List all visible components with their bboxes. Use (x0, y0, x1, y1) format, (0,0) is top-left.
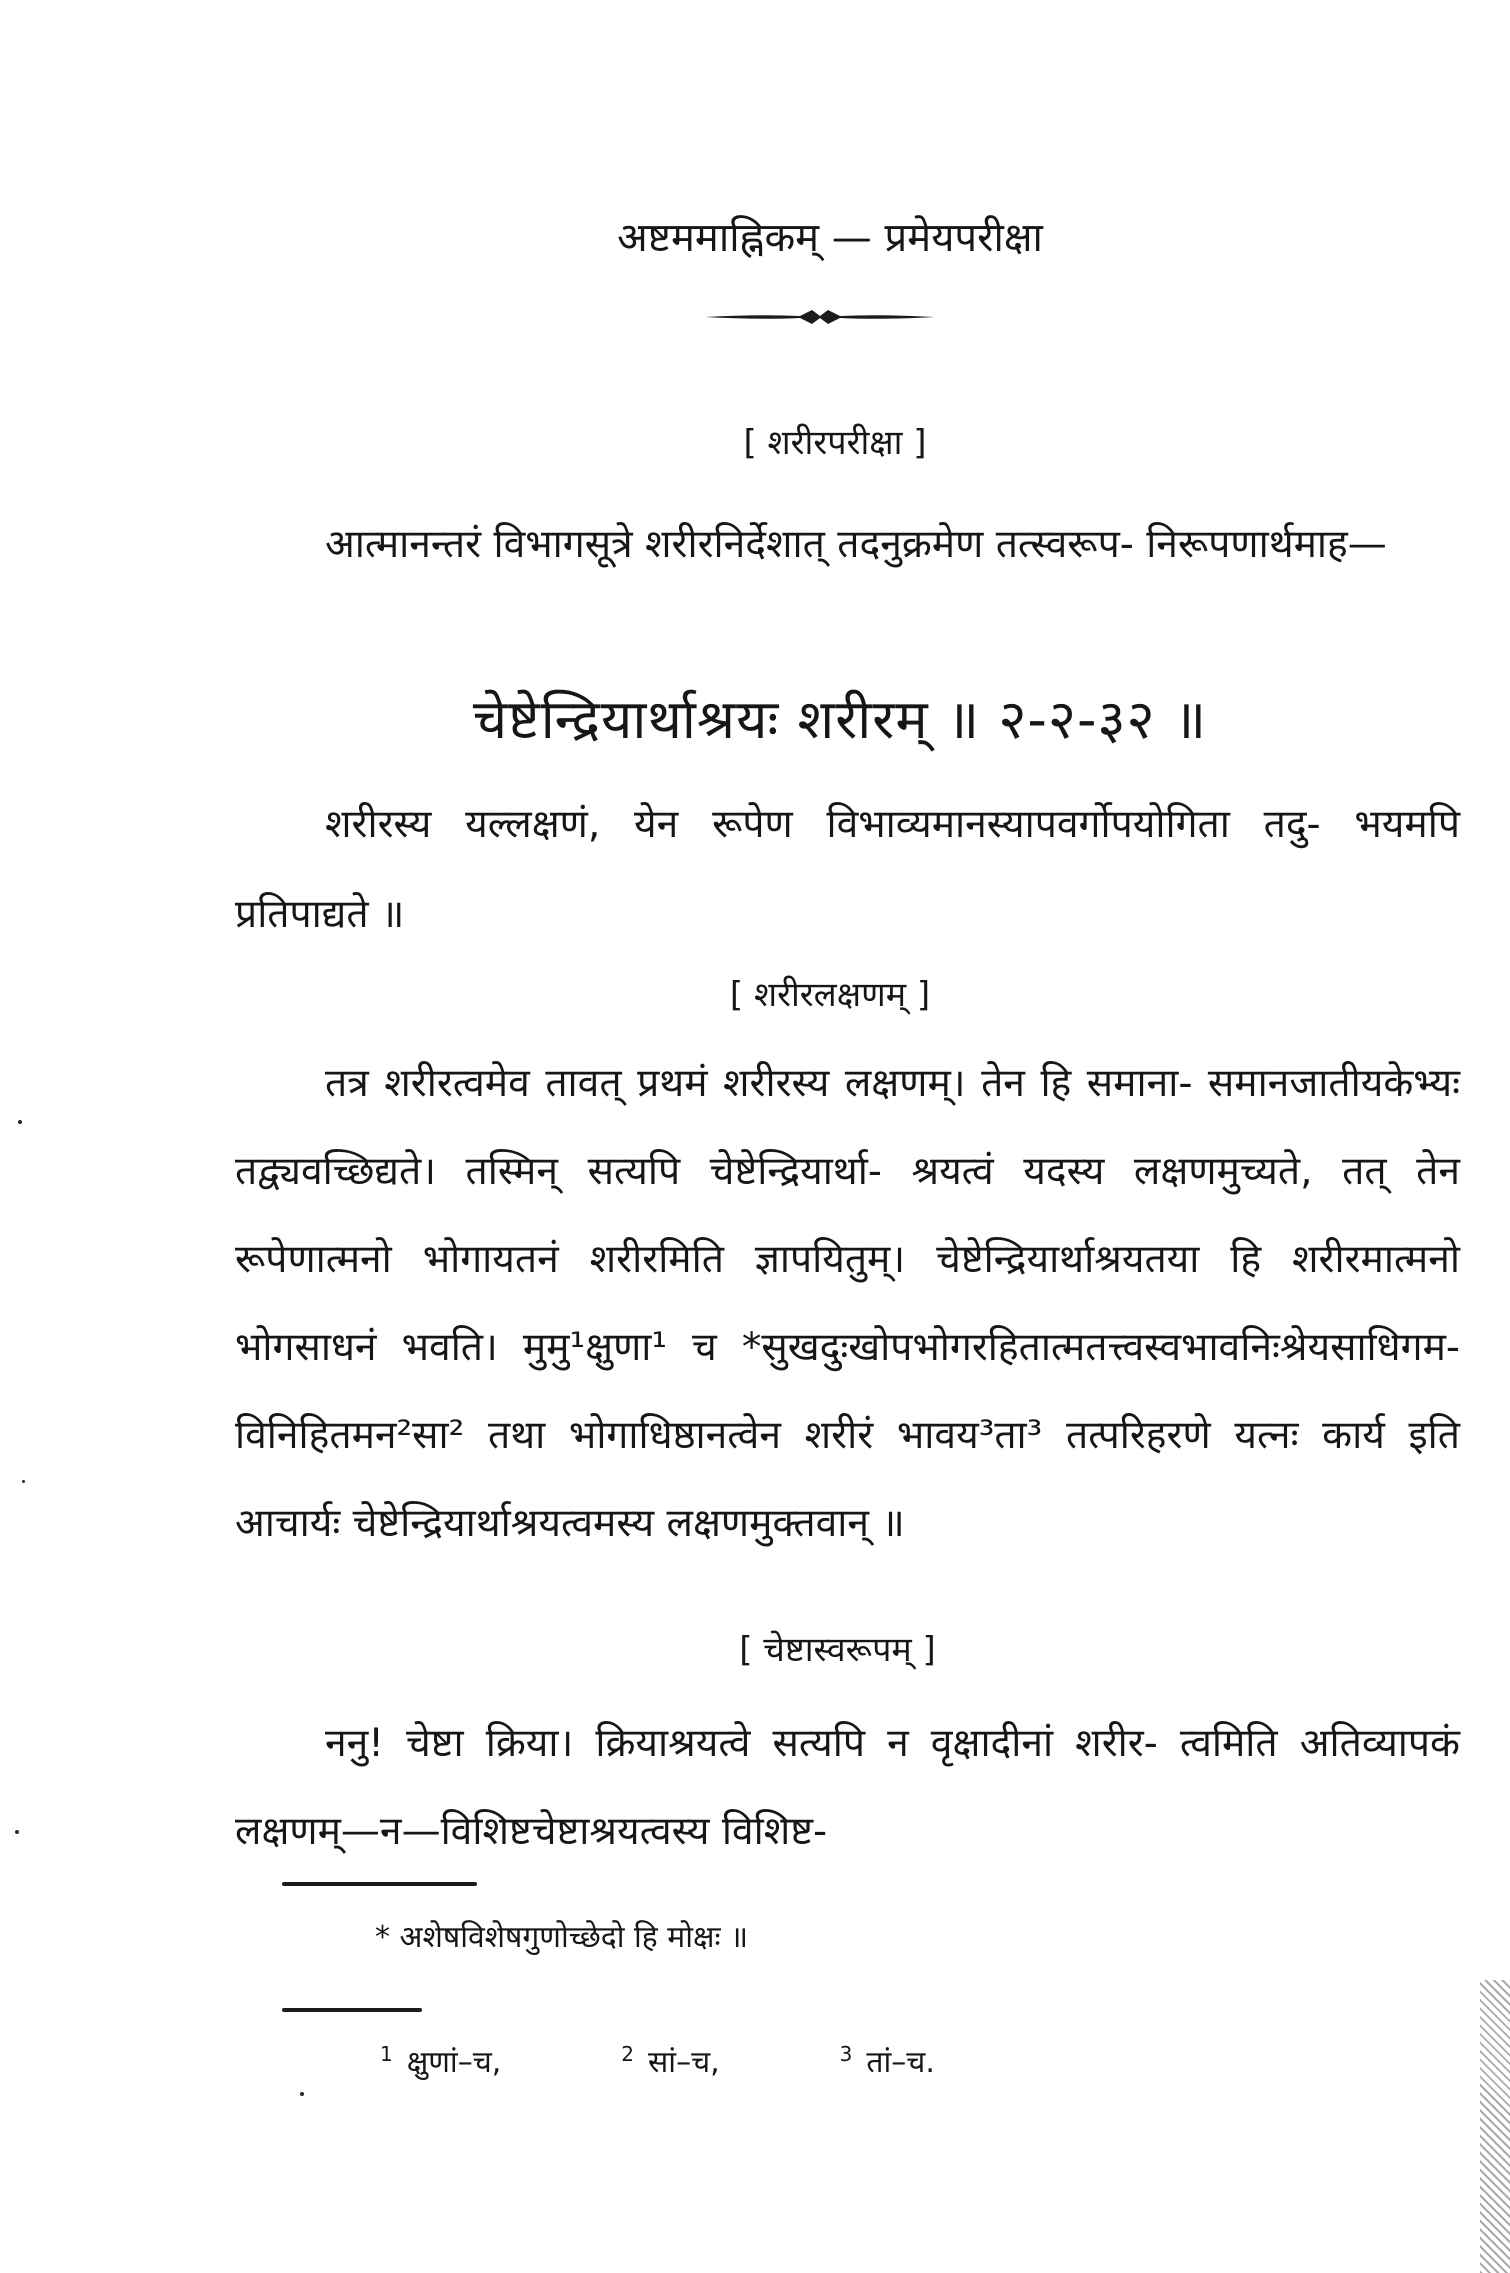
paragraph-1: शरीरस्य यल्लक्षणं, येन रूपेण विभाव्यमानस्यापवर्गोपयोगिता तदु- भयमपि प्रतिपाद्यते ॥ (235, 802, 1460, 937)
variant-notes (380, 2040, 935, 2081)
print-speck (18, 1120, 22, 1124)
running-head: अष्टममाह्निकम् — प्रमेयपरीक्षा (617, 215, 1043, 261)
intro-paragraph: आत्मानन्तरं विभागसूत्रे शरीरनिर्देशात् तदनुक्रमेण तत्स्वरूप- निरूपणार्थमाह— (325, 522, 1387, 567)
print-speck (300, 2092, 304, 2096)
variant-note: $^2$ सां–च, (621, 2042, 720, 2080)
section-heading-cheshta: [ चेष्टास्वरूपम् ] (739, 1630, 936, 1670)
section-heading: [ शरीरपरीक्षा ] (743, 423, 927, 463)
ornament-divider (700, 302, 940, 332)
variant-note: $^1$ क्षुणां–च, (380, 2042, 502, 2080)
print-speck (22, 1480, 25, 1483)
print-speck (15, 1830, 19, 1834)
paragraph-3: ननु! चेष्टा क्रिया। क्रियाश्रयत्वे सत्यपि न वृक्षादीनां शरीर- त्वमिति अतिव्यापकं लक्षणम्—न—विशिष्टचेष्टाश्रयत्वस्य विशिष्ट- (235, 1721, 1460, 1854)
footnote-star: * अशेषविशेषगुणोच्छेदो हि मोक्षः ॥ (375, 1920, 749, 1955)
footnote-rule (282, 1882, 477, 1886)
footnote-rule-2 (282, 2008, 422, 2012)
sutra-verse: चेष्टेन्द्रियार्थाश्रयः शरीरम् ॥ २-२-३२ ॥ (472, 688, 1208, 751)
variant-note: $^3$ तां–च. (839, 2042, 935, 2080)
paragraph-2: तत्र शरीरत्वमेव तावत् प्रथमं शरीरस्य लक्षणम्। तेन हि समाना- समानजातीयकेभ्यः तद्व्यवच्छिद्यते। तस्मिन् सत्यपि चेष्टेन्द्रियार्था- श्रयत्वं यदस्य लक्षणमुच्यते, तत् तेन रूपेणात्मनो भोगायतनं शरीरमिति ज्ञापयितुम्। चेष्टेन्द्रियार्थाश्रयतया हि शरीरमात्मनो भोगसाधनं भवति। मुमु¹क्षुणा¹ च *सुखदुःखोपभोगरहितात्मतत्त्वस्वभावनिःश्रेयसाधिगम- विनिहितमन²सा² तथा भोगाधिष्ठानत्वेन शरीरं भावय³ता³ तत्परिहरणे यत्नः कार्य इति आचार्यः चेष्टेन्द्रियार्थाश्रयत्वमस्य लक्षणमुक्तवान् ॥ (235, 1061, 1460, 1546)
section-heading-lakshana: [ शरीरलक्षणम् ] (729, 975, 931, 1015)
page-edge-shadow (1480, 1980, 1510, 2273)
